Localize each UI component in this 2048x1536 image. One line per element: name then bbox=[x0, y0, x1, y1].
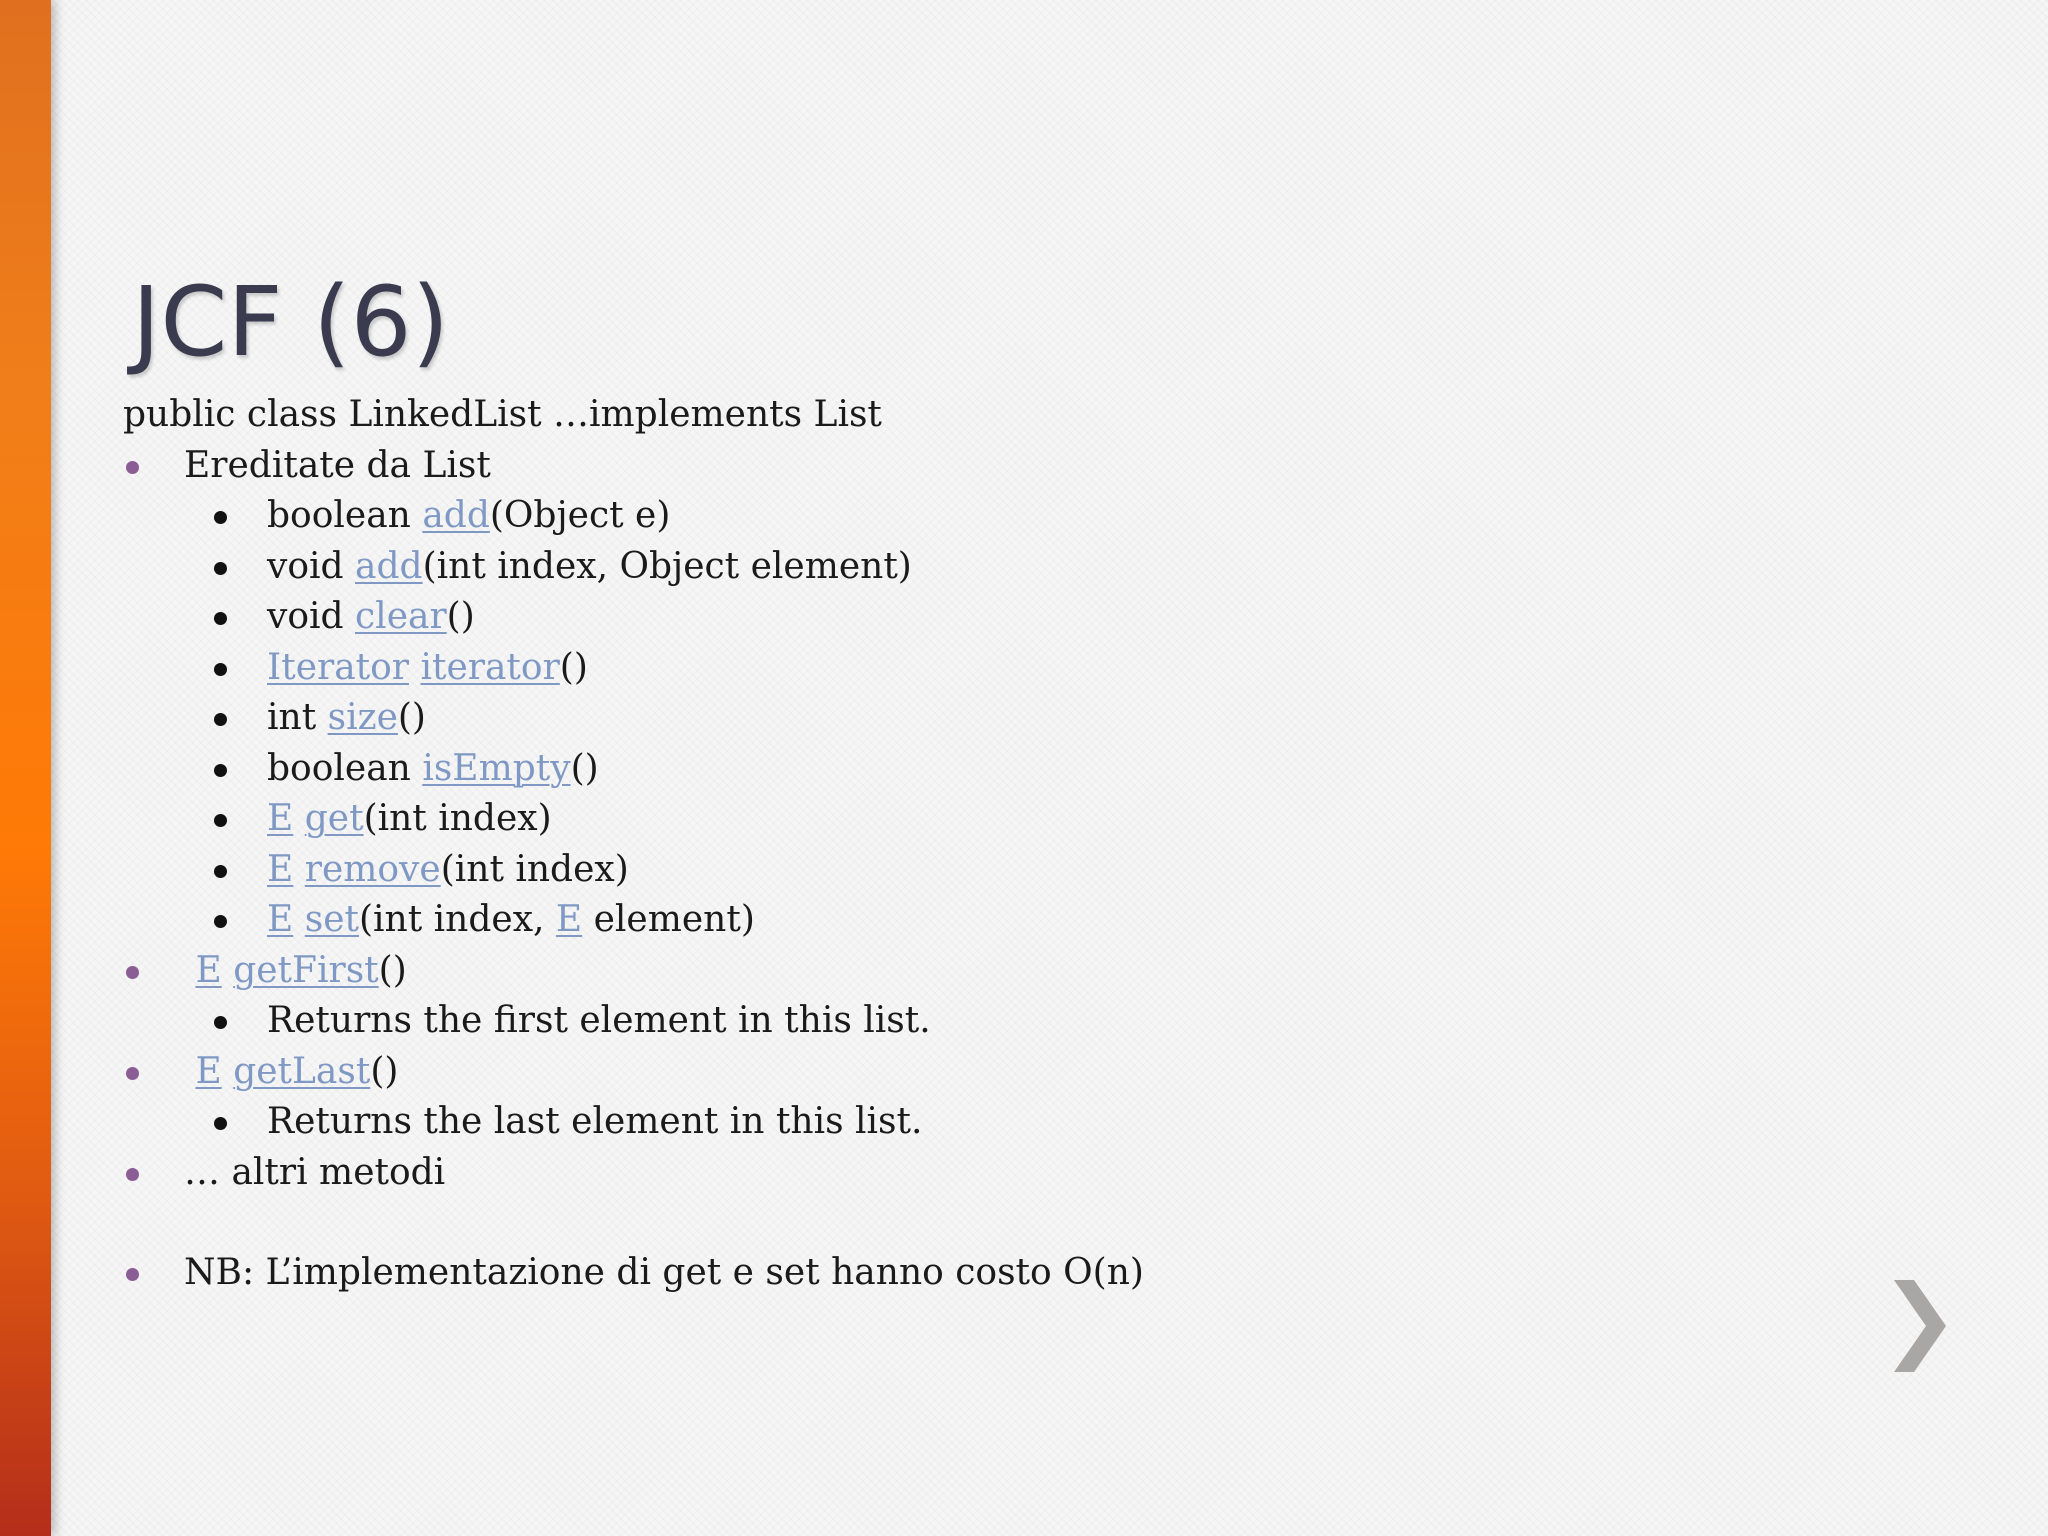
method-post: (int index) bbox=[440, 848, 629, 890]
method-link[interactable]: isEmpty bbox=[422, 747, 571, 789]
method-link[interactable]: set bbox=[304, 899, 359, 940]
bullet-icon bbox=[214, 612, 227, 625]
method-item bbox=[123, 744, 1923, 795]
method-post: () bbox=[559, 646, 588, 688]
description-text: Returns the last element in this list. bbox=[267, 1101, 923, 1142]
bullet-icon bbox=[126, 1168, 139, 1181]
method-post: () bbox=[378, 949, 407, 991]
method-description bbox=[123, 1097, 1923, 1148]
class-declaration: public class LinkedList …implements List bbox=[123, 394, 882, 435]
bullet-icon bbox=[126, 966, 139, 979]
method-pre: boolean bbox=[267, 495, 423, 536]
method-item bbox=[123, 643, 1923, 694]
method-link[interactable]: get bbox=[304, 798, 364, 839]
inherited-label: Ereditate da List bbox=[184, 444, 491, 486]
method-item bbox=[123, 895, 1923, 946]
bullet-icon bbox=[214, 814, 227, 827]
others-text: … altri metodi bbox=[184, 1151, 446, 1193]
method-sep bbox=[293, 899, 304, 940]
list-item-others bbox=[123, 1148, 1923, 1199]
method-sep bbox=[293, 849, 304, 890]
bullet-icon bbox=[214, 511, 227, 524]
slide-title: JCF (6) bbox=[132, 266, 450, 378]
method-post: (int index, Object element) bbox=[422, 545, 912, 587]
method-post: (int index, bbox=[358, 899, 556, 940]
method-post: () bbox=[446, 596, 475, 637]
method-item bbox=[123, 592, 1923, 643]
bullet-icon bbox=[214, 865, 227, 878]
slide-body bbox=[123, 390, 1923, 1299]
note-text: NB: L’implementazione di get e set hanno costo O(n) bbox=[184, 1252, 1144, 1293]
bullet-icon bbox=[214, 713, 227, 726]
method-sep bbox=[293, 798, 304, 839]
method-sep bbox=[409, 647, 420, 688]
chevron-right-icon[interactable] bbox=[1888, 1276, 1948, 1376]
method-item bbox=[123, 693, 1923, 744]
method-link[interactable]: clear bbox=[355, 596, 447, 637]
method-item bbox=[123, 542, 1923, 593]
bullet-icon bbox=[214, 663, 227, 676]
method-description bbox=[123, 996, 1923, 1047]
type-link[interactable]: Iterator bbox=[267, 646, 410, 688]
method-pre: void bbox=[267, 596, 356, 637]
description-text: Returns the first element in this list. bbox=[267, 1000, 931, 1041]
method-post: (Object e) bbox=[489, 495, 671, 536]
method-item bbox=[123, 491, 1923, 542]
method-link[interactable]: remove bbox=[304, 848, 441, 890]
bullet-icon bbox=[214, 764, 227, 777]
method-item bbox=[123, 794, 1923, 845]
bullet-icon bbox=[126, 1067, 139, 1080]
method-link[interactable]: getFirst bbox=[233, 949, 379, 991]
method-post: element) bbox=[582, 899, 755, 940]
method-pre: int bbox=[267, 697, 328, 738]
method-pre: void bbox=[267, 545, 356, 587]
type-link[interactable]: E bbox=[267, 848, 294, 890]
bullet-icon bbox=[126, 1268, 139, 1281]
type-link[interactable]: E bbox=[267, 798, 294, 839]
method-post: () bbox=[370, 1050, 399, 1092]
type-link[interactable]: E bbox=[555, 899, 583, 940]
list-item-get-first bbox=[123, 946, 1923, 997]
type-link[interactable]: E bbox=[195, 1050, 222, 1092]
list-item-note bbox=[123, 1248, 1923, 1299]
method-link[interactable]: iterator bbox=[420, 646, 560, 688]
type-link[interactable]: E bbox=[267, 899, 294, 940]
method-link[interactable]: add bbox=[355, 545, 423, 587]
method-link[interactable]: getLast bbox=[233, 1050, 371, 1092]
method-pre: boolean bbox=[267, 747, 423, 789]
bullet-icon bbox=[214, 1016, 227, 1029]
method-post: () bbox=[570, 747, 599, 789]
bullet-icon bbox=[214, 915, 227, 928]
spacer bbox=[123, 1198, 1923, 1248]
type-link[interactable]: E bbox=[195, 949, 222, 991]
bullet-icon bbox=[214, 1117, 227, 1130]
method-link[interactable]: size bbox=[327, 697, 398, 738]
method-link[interactable]: add bbox=[422, 495, 490, 536]
method-post: (int index) bbox=[363, 798, 552, 839]
list-item-get-last bbox=[123, 1047, 1923, 1098]
list-item-inherited bbox=[123, 441, 1923, 492]
method-post: () bbox=[397, 697, 426, 738]
method-item bbox=[123, 845, 1923, 896]
bullet-icon bbox=[214, 562, 227, 575]
bullet-icon bbox=[126, 461, 139, 474]
side-accent-bar bbox=[0, 0, 51, 1536]
